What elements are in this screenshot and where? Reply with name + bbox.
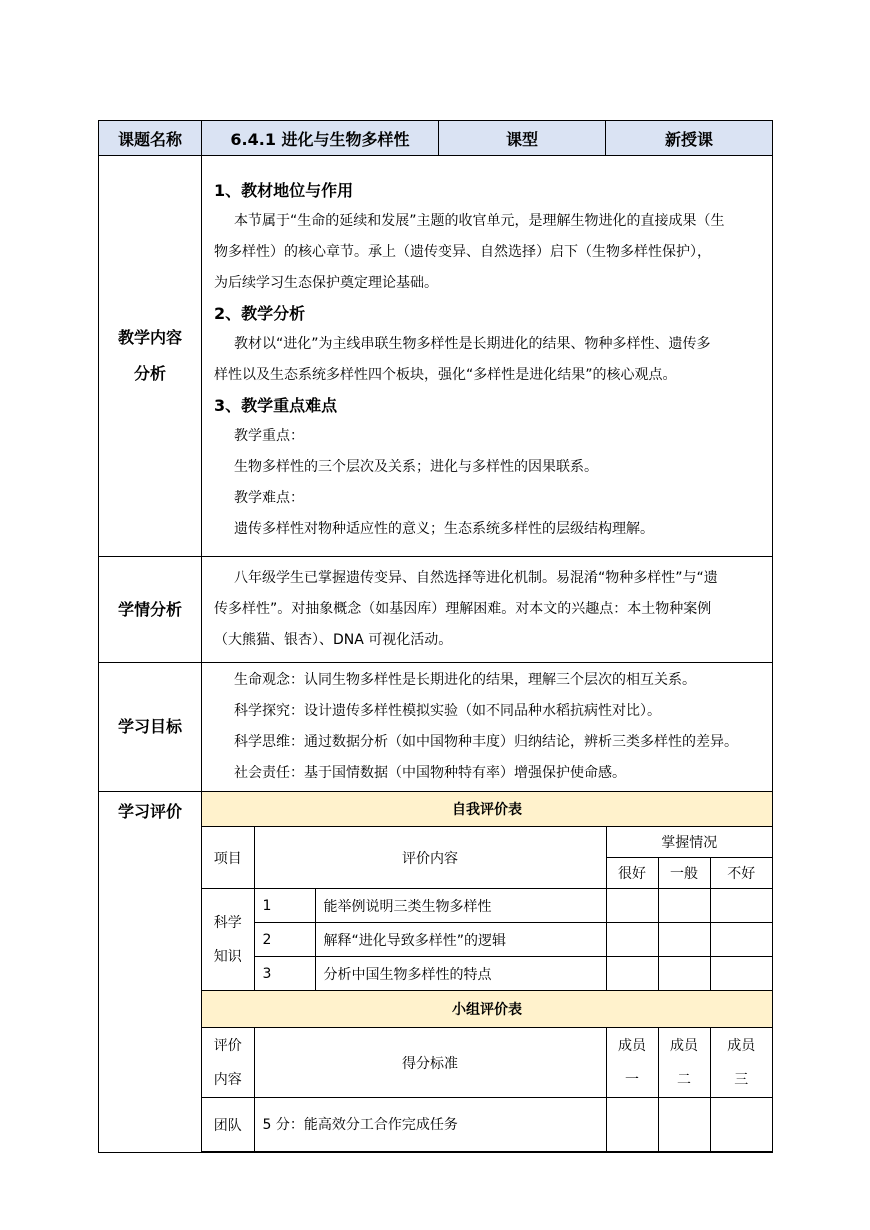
score-cell-member2[interactable] bbox=[658, 1098, 710, 1152]
type-value: 新授课 bbox=[606, 121, 773, 156]
table-row bbox=[202, 923, 772, 957]
title-label: 课题名称 bbox=[99, 121, 202, 156]
col-item-header: 项目 bbox=[202, 827, 254, 889]
group-label: 科学 知识 bbox=[202, 889, 254, 991]
g-col-content-header: 评价 内容 bbox=[202, 1028, 254, 1098]
check-cell-bad[interactable] bbox=[710, 923, 772, 957]
check-cell-good[interactable] bbox=[606, 957, 658, 991]
content-analysis-body: 1、教材地位与作用 本节属于“生命的延续和发展”主题的收官单元，是理解生物进化的直接成果（生 物多样性）的核心章节。承上（遗传变异、自然选择）启下（生物多样性保护）， 为后续学习生态保护奠定理论基础。 2、教学分析 教材以“进化”为主线串联生物多样性是长期进化的结果、物种多样性、遗传多 样性以及生态系统多样性四个板块，强化“多样性是进化结果”的核心观点。 3、教学重点难点 教学重点： 生物多样性的三个层次及关系；进化与多样性的因果联系。 教学难点： 遗传多样性对物种适应性的意义；生态系统多样性的层级结构理解。 bbox=[202, 156, 773, 557]
evaluation-body bbox=[202, 792, 773, 1153]
table-row bbox=[202, 1098, 772, 1152]
objective-item: 生命观念：认同生物多样性是长期进化的结果，理解三个层次的相互关系。 bbox=[234, 672, 696, 688]
objectives-row bbox=[99, 663, 773, 792]
content-analysis-label: 教学内容 分析 bbox=[99, 156, 202, 557]
check-cell-bad[interactable] bbox=[710, 889, 772, 923]
check-cell-ok[interactable] bbox=[658, 889, 710, 923]
row-text: 分析中国生物多样性的特点 bbox=[315, 957, 606, 991]
student-analysis-body: 八年级学生已掌握遗传变异、自然选择等进化机制。易混淆“物种多样性”与“遗 传多样性”。对抽象概念（如基因库）理解困难。对本文的兴趣点：本土物种案例 （大熊猫、银杏）、DNA 可视化活动。 bbox=[202, 557, 773, 663]
check-cell-good[interactable] bbox=[606, 923, 658, 957]
check-cell-ok[interactable] bbox=[658, 957, 710, 991]
g-col-criteria-header: 得分标准 bbox=[254, 1028, 606, 1098]
content-analysis-row bbox=[99, 156, 773, 557]
row-number: 3 bbox=[254, 957, 315, 991]
member2-header: 成员 二 bbox=[658, 1028, 710, 1098]
row-text: 能举例说明三类生物多样性 bbox=[315, 889, 606, 923]
check-cell-good[interactable] bbox=[606, 889, 658, 923]
header-row bbox=[99, 121, 773, 156]
objective-item: 科学思维：通过数据分析（如中国物种丰度）归纳结论，辨析三类多样性的差异。 bbox=[234, 734, 738, 750]
score-cell-member1[interactable] bbox=[606, 1098, 658, 1152]
team-label: 团队 bbox=[202, 1098, 254, 1152]
col-good-header: 很好 bbox=[606, 858, 658, 889]
title-value: 6.4.1 进化与生物多样性 bbox=[202, 121, 439, 156]
evaluation-inner-table bbox=[202, 792, 772, 1152]
team-criteria: 5 分：能高效分工合作完成任务 bbox=[254, 1098, 606, 1152]
member3-header: 成员 三 bbox=[710, 1028, 772, 1098]
evaluation-row bbox=[99, 792, 773, 1153]
col-bad-header: 不好 bbox=[710, 858, 772, 889]
col-content-header: 评价内容 bbox=[254, 827, 606, 889]
objective-item: 科学探究：设计遗传多样性模拟实验（如不同品种水稻抗病性对比）。 bbox=[234, 703, 661, 719]
section-heading: 1、教材地位与作用 bbox=[214, 181, 354, 200]
student-analysis-row bbox=[99, 557, 773, 663]
check-cell-ok[interactable] bbox=[658, 923, 710, 957]
objective-item: 社会责任：基于国情数据（中国物种特有率）增强保护使命感。 bbox=[234, 765, 626, 781]
member1-header: 成员 一 bbox=[606, 1028, 658, 1098]
type-label: 课型 bbox=[439, 121, 606, 156]
table-row bbox=[202, 957, 772, 991]
objectives-body bbox=[202, 663, 773, 792]
row-text: 解释“进化导致多样性”的逻辑 bbox=[315, 923, 606, 957]
col-ok-header: 一般 bbox=[658, 858, 710, 889]
evaluation-label: 学习评价 bbox=[99, 792, 202, 1153]
col-mastery-header: 掌握情况 bbox=[606, 827, 772, 858]
student-analysis-label: 学情分析 bbox=[99, 557, 202, 663]
lesson-plan-document bbox=[98, 120, 772, 1153]
section-heading: 2、教学分析 bbox=[214, 304, 306, 323]
check-cell-bad[interactable] bbox=[710, 957, 772, 991]
table-row bbox=[202, 889, 772, 923]
score-cell-member3[interactable] bbox=[710, 1098, 772, 1152]
row-number: 1 bbox=[254, 889, 315, 923]
group-eval-title: 小组评价表 bbox=[202, 991, 772, 1028]
self-eval-title: 自我评价表 bbox=[202, 792, 772, 827]
objectives-label: 学习目标 bbox=[99, 663, 202, 792]
section-heading: 3、教学重点难点 bbox=[214, 396, 338, 415]
lesson-plan-table bbox=[98, 120, 773, 1153]
row-number: 2 bbox=[254, 923, 315, 957]
